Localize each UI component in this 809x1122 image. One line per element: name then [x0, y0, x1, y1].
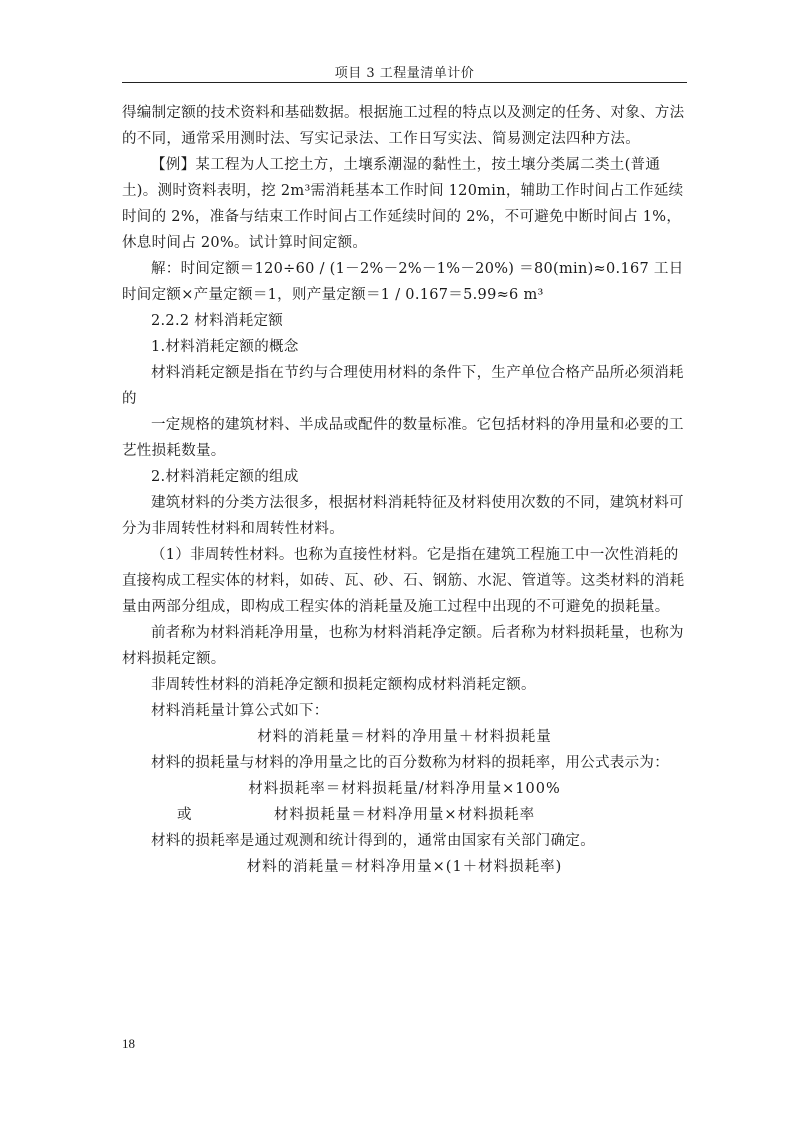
paragraph-formula-intro: 材料消耗量计算公式如下： [151, 703, 329, 719]
subheading-concept: 1.材料消耗定额的概念 [151, 339, 299, 355]
subheading-composition: 2.材料消耗定额的组成 [151, 469, 299, 485]
paragraph-measurement-methods: 得编制定额的技术资料和基础数据。根据施工过程的特点以及测定的任务、对象、方法的不同，通常采用测时法、写实记录法、工作日写实法、简易测定法四种方法。 [122, 105, 685, 147]
paragraph-definition: 材料消耗定额是指在节约与合理使用材料的条件下，生产单位合格产品所必须消耗的 [122, 365, 684, 407]
paragraph-loss-rate-definition: 材料的损耗量与材料的净用量之比的百分数称为材料的损耗率，用公式表示为： [151, 755, 669, 771]
formula-or-label: 或 [177, 807, 192, 823]
paragraph-non-revolving-materials: （1）非周转性材料。也称为直接性材料。它是指在建筑工程施工中一次性消耗的直接构成工程实体的材料，如砖、瓦、砂、石、钢筋、水泥、管道等。这类材料的消耗量由两部分组成，即构成工程实体的消耗量及施工过程中出现的不可避免的损耗量。 [122, 547, 685, 615]
paragraph-net-and-loss: 前者称为材料消耗净用量，也称为材料消耗净定额。后者称为材料损耗量，也称为材料损耗定额。 [122, 625, 684, 667]
paragraph-classification: 建筑材料的分类方法很多，根据材料消耗特征及材料使用次数的不同，建筑材料可分为非周转性材料和周转性材料。 [122, 495, 684, 537]
formula-loss-amount: 材料损耗量＝材料净用量×材料损耗率 [273, 807, 536, 823]
paragraph-definition-cont: 一定规格的建筑材料、半成品或配件的数量标准。它包括材料的净用量和必要的工艺性损耗数量。 [122, 417, 684, 459]
formula-loss-rate: 材料损耗率＝材料损耗量/材料净用量×100% [248, 781, 561, 797]
paragraph-solution: 解：时间定额＝120÷60 / (1－2%－2%－1%－20%) ＝80(min)≈0.167 工日时间定额×产量定额＝1，则产量定额＝1 / 0.167＝5.99≈6 m³ [122, 261, 684, 303]
formula-loss-amount-row [122, 802, 687, 828]
page-body [122, 100, 687, 880]
formula-consumption-with-rate: 材料的消耗量＝材料净用量×(1＋材料损耗率) [246, 859, 563, 875]
paragraph-consumption-quota: 非周转性材料的消耗净定额和损耗定额构成材料消耗定额。 [151, 677, 536, 693]
paragraph-loss-rate-source: 材料的损耗率是通过观测和统计得到的，通常由国家有关部门确定。 [151, 833, 595, 849]
paragraph-example: 【例】某工程为人工挖土方，土壤系潮湿的黏性土，按土壤分类属二类土(普通土)。测时资料表明，挖 2m³需消耗基本工作时间 120min，辅助工作时间占工作延续时间的 2%，准备与结束工作时间占工作延续时间的 2%，不可避免中断时间占 1%，休息时间占 20%。试计算时间定额。 [122, 157, 684, 251]
running-header-title: 项目 3 工程量清单计价 [334, 66, 475, 81]
formula-consumption: 材料的消耗量＝材料的净用量＋材料损耗量 [257, 729, 552, 745]
header-divider [122, 82, 687, 83]
section-heading-2-2-2: 2.2.2 材料消耗定额 [151, 313, 284, 329]
page-number: 18 [122, 1036, 135, 1051]
